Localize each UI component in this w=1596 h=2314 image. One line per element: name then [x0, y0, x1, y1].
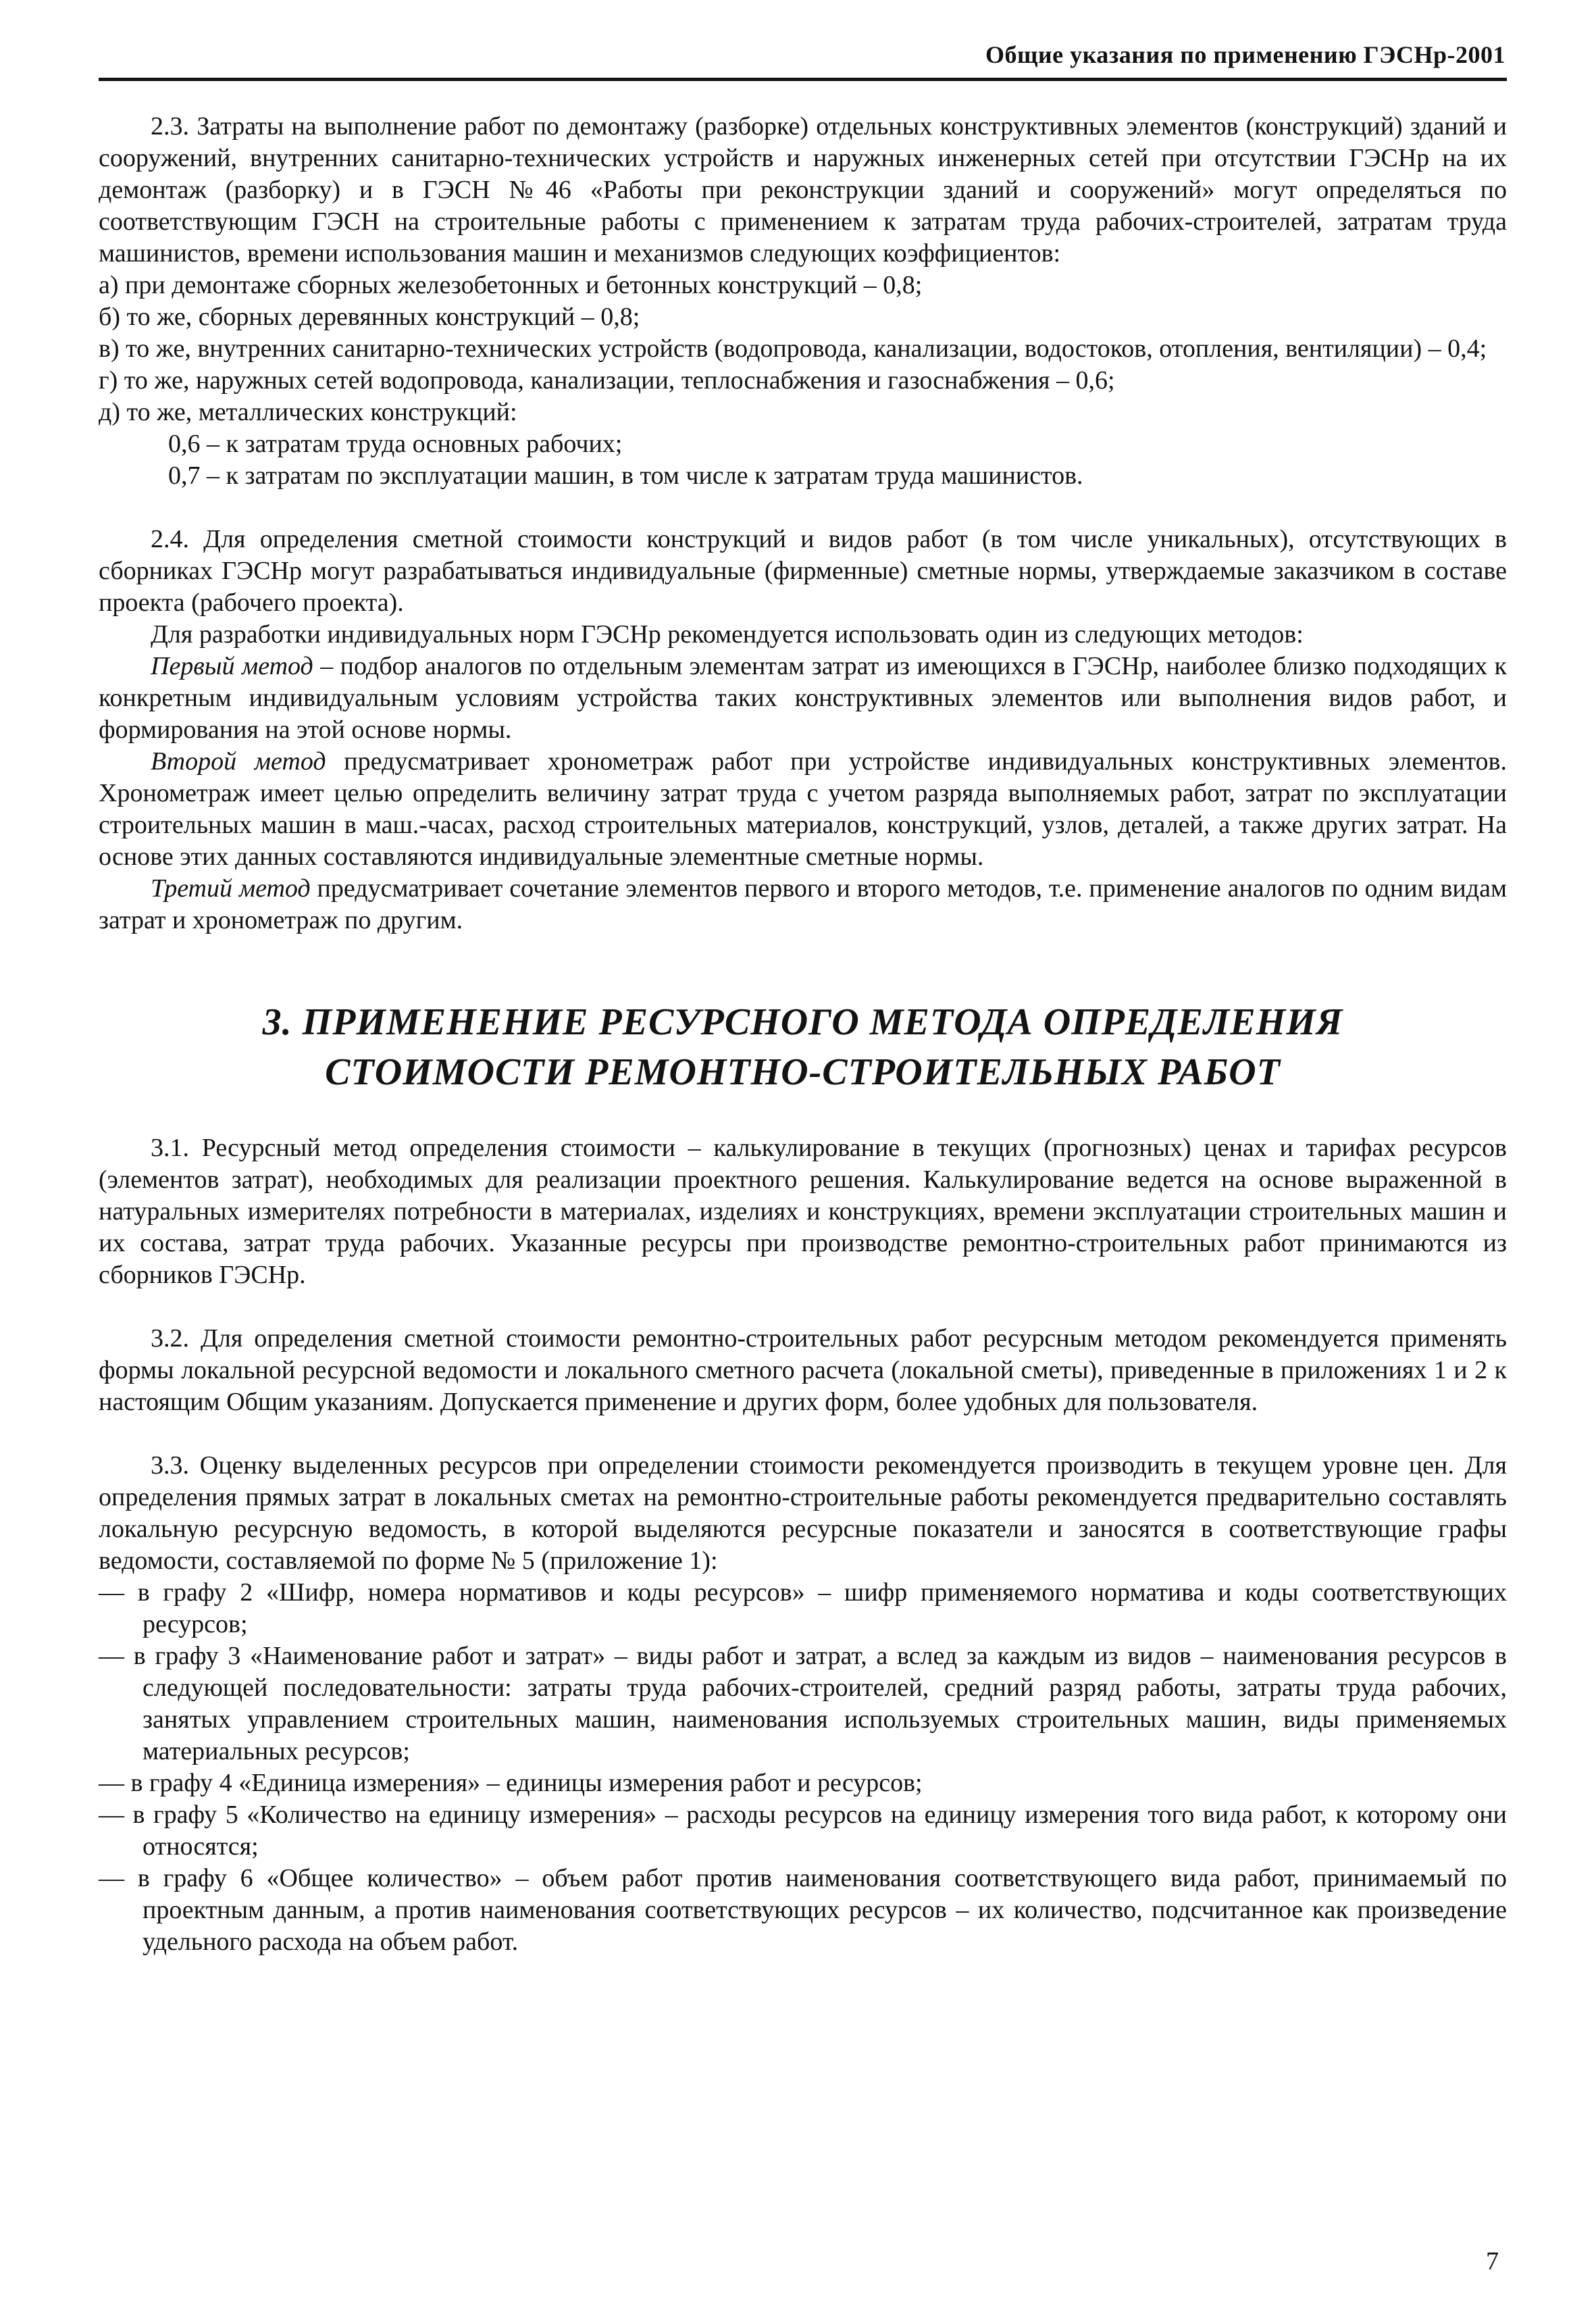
list-item-g: г) то же, наружных сетей водопровода, канализации, теплоснабжения и газоснабжения – 0,6; — [99, 366, 1115, 395]
bullet-grafa-2: — в графу 2 «Шифр, номера нормативов и коды ресурсов» – шифр применяемого норматива и коды соответствующих ресурсов; — [99, 1578, 1507, 1638]
vedomost-columns-list — [99, 1577, 1507, 1958]
section-3-heading-line-2: СТОИМОСТИ РЕМОНТНО-СТРОИТЕЛЬНЫХ РАБОТ — [325, 1051, 1281, 1093]
bullet-grafa-4: — в графу 4 «Единица измерения» – единицы измерения работ и ресурсов; — [99, 1769, 923, 1797]
paragraph-method-second — [99, 746, 1507, 873]
paragraph-3-2: 3.2. Для определения сметной стоимости ремонтно-строительных работ ресурсным методом рекомендуется применять формы локальной ресурсной ведомости и локального сметного расчета (локальной сметы), приведенные в приложениях 1 и 2 к настоящим Общим указаниям. Допускается применение и других форм, более удобных для пользователя. — [99, 1324, 1507, 1416]
list-item-b: б) то же, сборных деревянных конструкций – 0,8; — [99, 303, 640, 331]
list-item-v: в) то же, внутренних санитарно-технических устройств (водопровода, канализации, водостоков, отопления, вентиляции) – 0,4; — [99, 334, 1487, 363]
list-subitem-machines: 0,7 – к затратам по эксплуатации машин, в том числе к затратам труда машинистов. — [168, 461, 1083, 490]
list-item-d: д) то же, металлических конструкций: — [99, 398, 517, 426]
method-second-text: предусматривает хронометраж работ при устройстве индивидуальных конструктивных элементов. Хронометраж имеет целью определить величину затрат труда с учетом разряда выполняемых работ, затрат по эксплуатации строительных машин в маш.-часах, расход строительных материалов, конструкций, узлов, деталей, а также других затрат. На основе этих данных составляются индивидуальные элементные сметные нормы. — [99, 747, 1507, 871]
paragraph-2-3: 2.3. Затраты на выполнение работ по демонтажу (разборке) отдельных конструктивных элементов (конструкций) зданий и сооружений, внутренних санитарно-технических устройств и наружных инженерных сетей при отсутствии ГЭСНр на их демонтаж (разборку) и в ГЭСН №46 «Работы при реконструкции зданий и сооружений» могут определяться по соответствующим ГЭСН на строительные работы с применением к затратам труда рабочих-строителей, затратам труда машинистов, времени использования машин и механизмов следующих коэффициентов: — [99, 112, 1507, 268]
header-rule — [99, 78, 1507, 81]
paragraph-3-3: 3.3. Оценку выделенных ресурсов при определении стоимости рекомендуется производить в текущем уровне цен. Для определения прямых затрат в локальных сметах на ремонтно-строительные работы рекомендуется предварительно составлять локальную ресурсную ведомость, в которой выделяются ресурсные показатели и заносятся в соответствующие графы ведомости, составляемой по форме № 5 (приложение 1): — [99, 1451, 1507, 1575]
section-3-heading-line-1: 3. ПРИМЕНЕНИЕ РЕСУРСНОГО МЕТОДА ОПРЕДЕЛЕНИЯ — [262, 1001, 1343, 1043]
running-head-title: Общие указания по применению ГЭСНр-2001 — [985, 41, 1505, 68]
page-number: 7 — [1486, 2247, 1499, 2275]
paragraph-2-4: 2.4. Для определения сметной стоимости конструкций и видов работ (в том числе уникальных), отсутствующих в сборниках ГЭСНр могут разрабатываться индивидуальные (фирменные) сметные нормы, утверждаемые заказчиком в составе проекта (рабочего проекта). — [99, 525, 1507, 617]
document-body — [99, 111, 1507, 1958]
list-subitem-labor: 0,6 – к затратам труда основных рабочих; — [168, 430, 623, 458]
paragraph-2-4-intro: Для разработки индивидуальных норм ГЭСНр рекомендуется использовать один из следующих методов: — [151, 620, 1304, 649]
method-third-label: Третий метод — [151, 874, 311, 903]
paragraph-3-1: 3.1. Ресурсный метод определения стоимости – калькулирование в текущих (прогнозных) ценах и тарифах ресурсов (элементов затрат), необходимых для реализации проектного решения. Калькулирование ведется на основе выраженной в натуральных измерителях потребности в материалах, изделиях и конструкциях, времени эксплуатации строительных машин и их состава, затрат труда рабочих. Указанные ресурсы при производстве ремонтно-строительных работ принимаются из сборников ГЭСНр. — [99, 1134, 1507, 1289]
page-header — [99, 39, 1507, 81]
paragraph-method-third — [99, 873, 1507, 936]
paragraph-method-first — [99, 651, 1507, 746]
bullet-grafa-6: — в графу 6 «Общее количество» – объем работ против наименования соответствующего вида работ, принимаемый по проектным данным, а против наименования соответствующих ресурсов – их количество, подсчитанное как произведение удельного расхода на объем работ. — [99, 1864, 1507, 1956]
method-first-text: – подбор аналогов по отдельным элементам затрат из имеющихся в ГЭСНр, наиболее близко подходящих к конкретным индивидуальным условиям устройства таких конструктивных элементов или выполнения видов работ, и формирования на этой основе нормы. — [99, 652, 1507, 744]
method-first-label: Первый метод — [151, 652, 313, 680]
section-3-heading — [99, 997, 1507, 1097]
bullet-grafa-5: — в графу 5 «Количество на единицу измерения» – расходы ресурсов на единицу измерения того вида работ, к которому они относятся; — [99, 1801, 1507, 1861]
method-second-label: Второй метод — [151, 747, 326, 776]
method-third-text: предусматривает сочетание элементов первого и второго методов, т.е. применение аналогов по одним видам затрат и хронометраж по другим. — [99, 874, 1507, 934]
bullet-grafa-3: — в графу 3 «Наименование работ и затрат» – виды работ и затрат, а вслед за каждым из видов – наименования ресурсов в следующей последовательности: затраты труда рабочих-строителей, средний разряд работы, затраты труда рабочих, занятых управлением строительных машин, наименования используемых строительных машин, виды применяемых материальных ресурсов; — [99, 1642, 1507, 1765]
list-item-a: а) при демонтаже сборных железобетонных и бетонных конструкций – 0,8; — [99, 271, 923, 299]
demolition-coefficients-list — [99, 270, 1507, 492]
